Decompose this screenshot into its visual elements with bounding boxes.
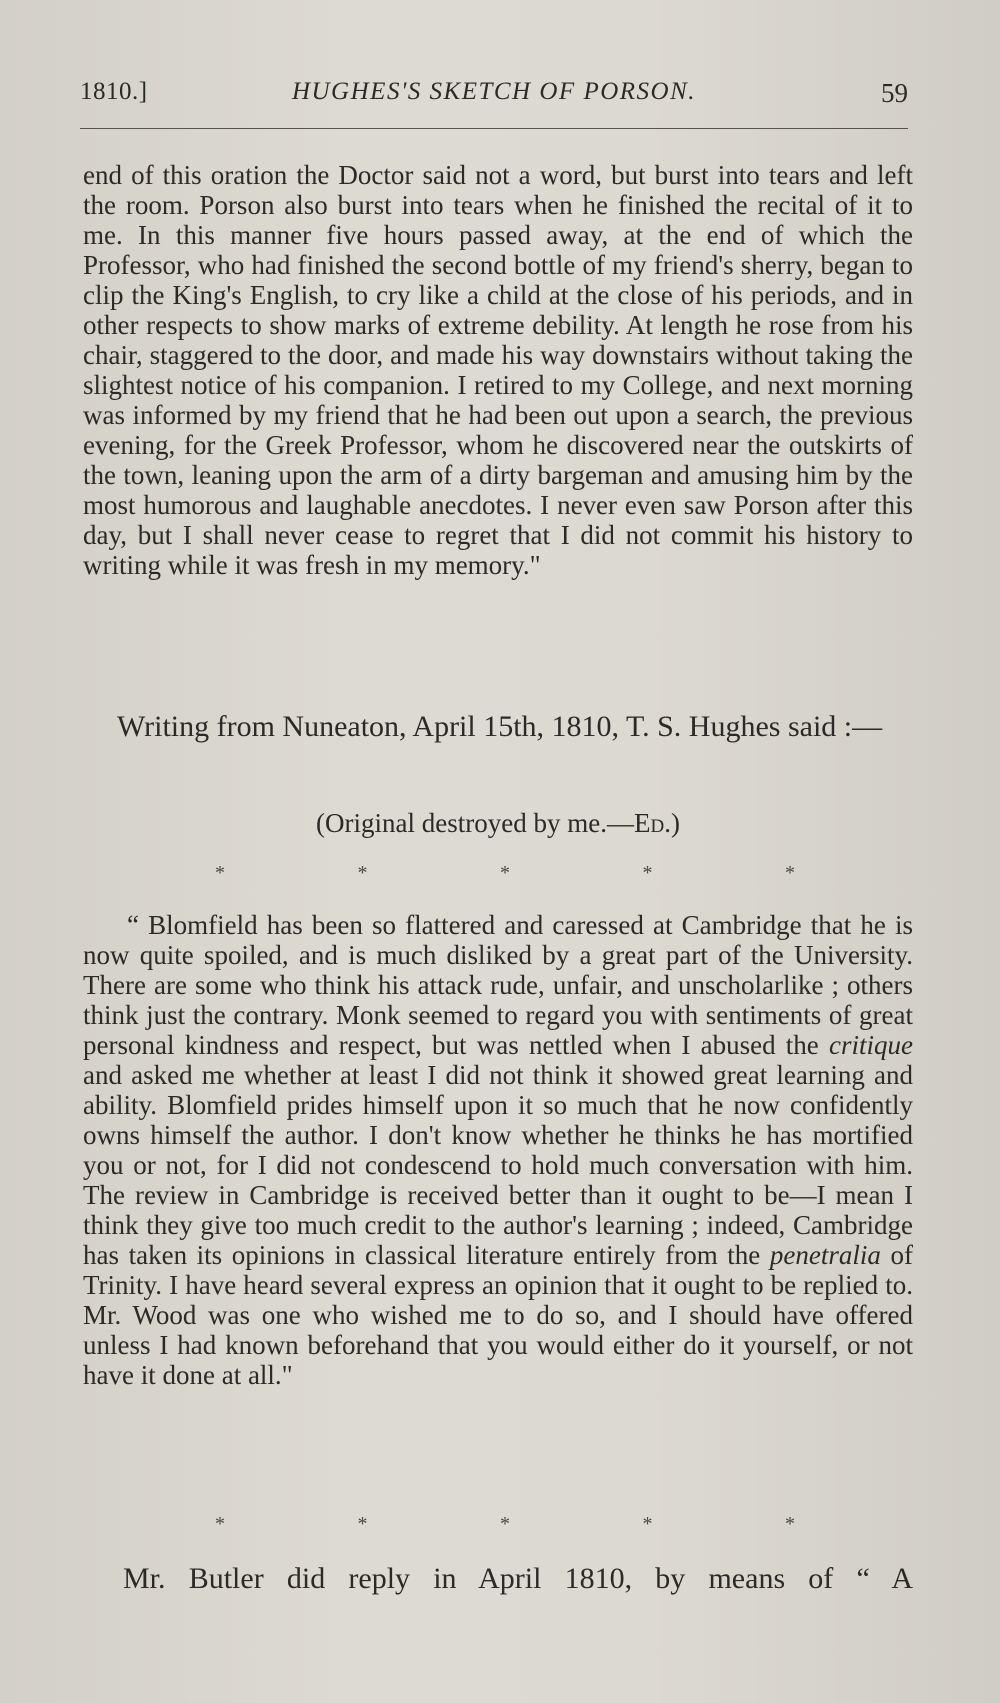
editor-note-text: (Original destroyed by me.— (316, 808, 634, 838)
editor-abbrev: Ed. (633, 808, 671, 838)
paragraph-blomfield-letter (83, 910, 913, 1390)
asterisk: * (500, 862, 510, 884)
asterisk: * (642, 1513, 653, 1535)
paragraph-porson-anecdote: end of this oration the Doctor said not a word, but burst into tears and left the room. Porson also burst into tears when he finished the recital of it to me. In this manner five hours passed away, at the end of which the Professor, who had finished the second bottle of my friend's sherry, began to clip the King's English, to cry like a child at the close of his periods, and in other respects to show marks of extreme debility. At length he rose from his chair, staggered to the door, and made his way downstairs without taking the slightest notice of his companion. I retired to my College, and next morning was informed by my friend that he had been out upon a search, the previous evening, for the Greek Professor, whom he discovered near the outskirts of the town, leaning upon the arm of a dirty bargeman and amusing him by the most humorous and laughable anecdotes. I never even saw Porson after this day, but I shall never cease to regret that I did not commit his history to writing while it was fresh in my memory." (83, 160, 913, 580)
asterisk: * (785, 1513, 795, 1535)
header-rule (80, 128, 908, 129)
asterisk-break-2 (215, 1513, 795, 1536)
letter-text-1: “ Blomfield has been so flattered and caressed at Cambridge that he is now quite spoiled, and is much disliked by a great part of the University. There are some who think his attack rude, unfair, and unscholarlike ; others think just the contrary. Monk seemed to regard you with sentiments of great personal kindness and respect, but was nettled when I abused the (83, 910, 913, 1060)
running-head (80, 78, 908, 114)
letter-italic-critique: critique (829, 1030, 913, 1060)
letter-text-2: and asked me whether at least I did not think it showed great learning and ability. Blomfield prides himself upon it so much that he now confidently owns himself the author. I don't know whether he thinks he has mortified you or not, for I did not condescend to hold much conversation with him. The review in Cambridge is received better than it ought to be—I mean I think they give too much credit to the author's learning ; indeed, Cambridge has taken its opinions in classical literature entirely from the (83, 1060, 913, 1270)
paragraph-hughes-intro: Writing from Nuneaton, April 15th, 1810, T. S. Hughes said :— (117, 710, 883, 743)
page-number: 59 (881, 78, 908, 108)
letter-italic-penetralia: penetralia (769, 1240, 881, 1270)
asterisk: * (785, 862, 795, 884)
running-head-title: HUGHES'S SKETCH OF PORSON. (291, 78, 697, 105)
paragraph-butler-reply: Mr. Butler did reply in April 1810, by means of “ A (123, 1562, 913, 1595)
asterisk: * (215, 1513, 225, 1535)
asterisk: * (357, 1513, 368, 1535)
asterisk: * (500, 1513, 510, 1535)
asterisk-break-1 (215, 862, 795, 885)
asterisk: * (357, 862, 368, 884)
asterisk: * (215, 862, 225, 884)
running-head-year: 1810.] (80, 78, 148, 105)
editor-note (83, 808, 913, 839)
letter-text-3: of Trinity. I have heard several express an opinion that it ought to be replied to. Mr. Wood was one who wished me to do so, and I should have offered unless I had known beforehand that you would either do it yourself, or not have it done at all." (83, 1240, 913, 1390)
editor-note-close: ) (670, 808, 680, 838)
asterisk: * (642, 862, 653, 884)
